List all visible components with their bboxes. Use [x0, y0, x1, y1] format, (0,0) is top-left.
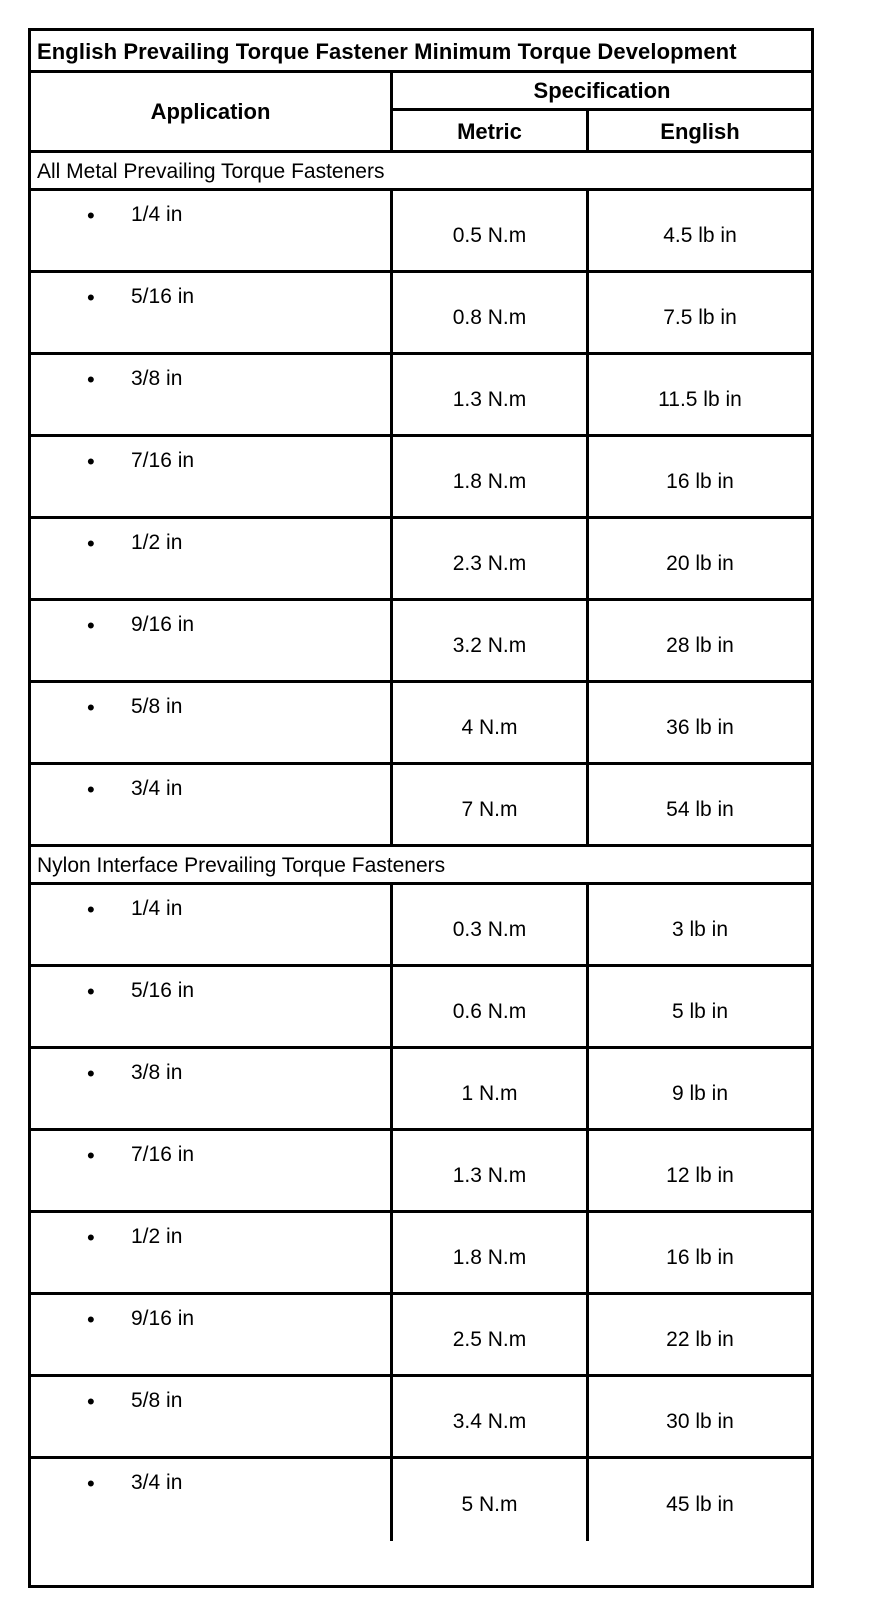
- table-row: [31, 1377, 811, 1459]
- application-cell: [31, 191, 393, 270]
- bullet-icon: •: [87, 695, 95, 720]
- metric-value: 0.6 N.m: [393, 967, 589, 1046]
- fastener-size: 3/8 in: [131, 1061, 183, 1084]
- bullet-icon: •: [87, 979, 95, 1004]
- section-row: [31, 153, 811, 191]
- english-value: 9 lb in: [671, 1081, 729, 1105]
- application-cell: [31, 519, 393, 598]
- metric-value: 4 N.m: [393, 683, 589, 762]
- metric-value: 2.5 N.m: [393, 1295, 589, 1374]
- application-cell: [31, 1377, 393, 1456]
- english-header: English: [660, 119, 740, 144]
- metric-value: 1.8 N.m: [393, 437, 589, 516]
- english-value: 28 lb in: [666, 633, 734, 657]
- english-value: 7.5 lb in: [663, 305, 737, 329]
- application-cell: [31, 885, 393, 964]
- application-cell: [31, 437, 393, 516]
- specification-header: Specification: [393, 73, 811, 111]
- application-cell: [31, 765, 393, 844]
- bullet-icon: •: [87, 1471, 95, 1496]
- bullet-icon: •: [87, 285, 95, 310]
- table-row: [31, 885, 811, 967]
- bullet-icon: •: [87, 897, 95, 922]
- application-cell: [31, 1049, 393, 1128]
- bullet-icon: •: [87, 531, 95, 556]
- fastener-size: 5/8 in: [131, 1389, 183, 1412]
- table-row: [31, 519, 811, 601]
- table-row: [31, 601, 811, 683]
- english-value: 20 lb in: [666, 551, 734, 575]
- metric-value: 0.8 N.m: [393, 273, 589, 352]
- bullet-icon: •: [87, 449, 95, 474]
- metric-value: 1.3 N.m: [393, 355, 589, 434]
- metric-value: 3.4 N.m: [393, 1377, 589, 1456]
- fastener-size: 1/2 in: [131, 1225, 183, 1248]
- bullet-icon: •: [87, 1307, 95, 1332]
- fastener-size: 3/4 in: [131, 1471, 183, 1494]
- english-value: 3 lb in: [671, 917, 729, 941]
- english-value: 30 lb in: [666, 1409, 734, 1433]
- fastener-size: 5/8 in: [131, 695, 183, 718]
- section-label: All Metal Prevailing Torque Fasteners: [37, 160, 385, 183]
- fastener-size: 7/16 in: [131, 1143, 195, 1166]
- english-value: 22 lb in: [666, 1327, 734, 1351]
- table-row: [31, 191, 811, 273]
- torque-table: [28, 28, 814, 1588]
- metric-value: 3.2 N.m: [393, 601, 589, 680]
- english-value: 36 lb in: [666, 715, 734, 739]
- application-cell: [31, 683, 393, 762]
- metric-value: 1.8 N.m: [393, 1213, 589, 1292]
- bullet-icon: •: [87, 613, 95, 638]
- table-row: [31, 1049, 811, 1131]
- fastener-size: 9/16 in: [131, 1307, 195, 1330]
- table-row: [31, 273, 811, 355]
- table-row: [31, 765, 811, 847]
- table-row: [31, 683, 811, 765]
- application-cell: [31, 967, 393, 1046]
- metric-value: 2.3 N.m: [393, 519, 589, 598]
- metric-header: Metric: [393, 111, 589, 153]
- table-row: [31, 1459, 811, 1541]
- application-cell: [31, 355, 393, 434]
- english-value: 16 lb in: [666, 469, 734, 493]
- english-value: 5 lb in: [671, 999, 729, 1023]
- application-header: Application: [31, 73, 393, 150]
- specification-header-group: [393, 73, 811, 150]
- table-row: [31, 1131, 811, 1213]
- table-row: [31, 1295, 811, 1377]
- english-value: 16 lb in: [666, 1245, 734, 1269]
- bullet-icon: •: [87, 1389, 95, 1414]
- section-row: [31, 847, 811, 885]
- english-value: 54 lb in: [666, 797, 734, 821]
- english-value: 12 lb in: [666, 1163, 734, 1187]
- application-cell: [31, 273, 393, 352]
- application-cell: [31, 1459, 393, 1541]
- bullet-icon: •: [87, 203, 95, 228]
- application-cell: [31, 1295, 393, 1374]
- metric-value: 1.3 N.m: [393, 1131, 589, 1210]
- bullet-icon: •: [87, 1143, 95, 1168]
- fastener-size: 1/4 in: [131, 897, 183, 920]
- fastener-size: 1/2 in: [131, 531, 183, 554]
- fastener-size: 9/16 in: [131, 613, 195, 636]
- english-value: 45 lb in: [666, 1493, 734, 1516]
- metric-value: 7 N.m: [393, 765, 589, 844]
- table-row: [31, 1213, 811, 1295]
- application-cell: [31, 1131, 393, 1210]
- bullet-icon: •: [87, 367, 95, 392]
- fastener-size: 5/16 in: [131, 285, 195, 308]
- table-row: [31, 437, 811, 519]
- fastener-size: 5/16 in: [131, 979, 195, 1002]
- bullet-icon: •: [87, 777, 95, 802]
- fastener-size: 3/8 in: [131, 367, 183, 390]
- application-cell: [31, 601, 393, 680]
- metric-value: 5 N.m: [393, 1459, 589, 1541]
- header-row: [31, 73, 811, 153]
- fastener-size: 7/16 in: [131, 449, 195, 472]
- bullet-icon: •: [87, 1225, 95, 1250]
- table-row: [31, 355, 811, 437]
- english-value: 4.5 lb in: [663, 223, 737, 247]
- section-label: Nylon Interface Prevailing Torque Fasteners: [37, 854, 446, 877]
- metric-value: 1 N.m: [393, 1049, 589, 1128]
- english-value: 11.5 lb in: [658, 387, 742, 411]
- table-title: English Prevailing Torque Fastener Minimum Torque Development: [37, 39, 737, 64]
- table-title-row: [31, 31, 811, 73]
- bullet-icon: •: [87, 1061, 95, 1086]
- fastener-size: 1/4 in: [131, 203, 183, 226]
- fastener-size: 3/4 in: [131, 777, 183, 800]
- metric-value: 0.3 N.m: [393, 885, 589, 964]
- metric-value: 0.5 N.m: [393, 191, 589, 270]
- application-cell: [31, 1213, 393, 1292]
- table-row: [31, 967, 811, 1049]
